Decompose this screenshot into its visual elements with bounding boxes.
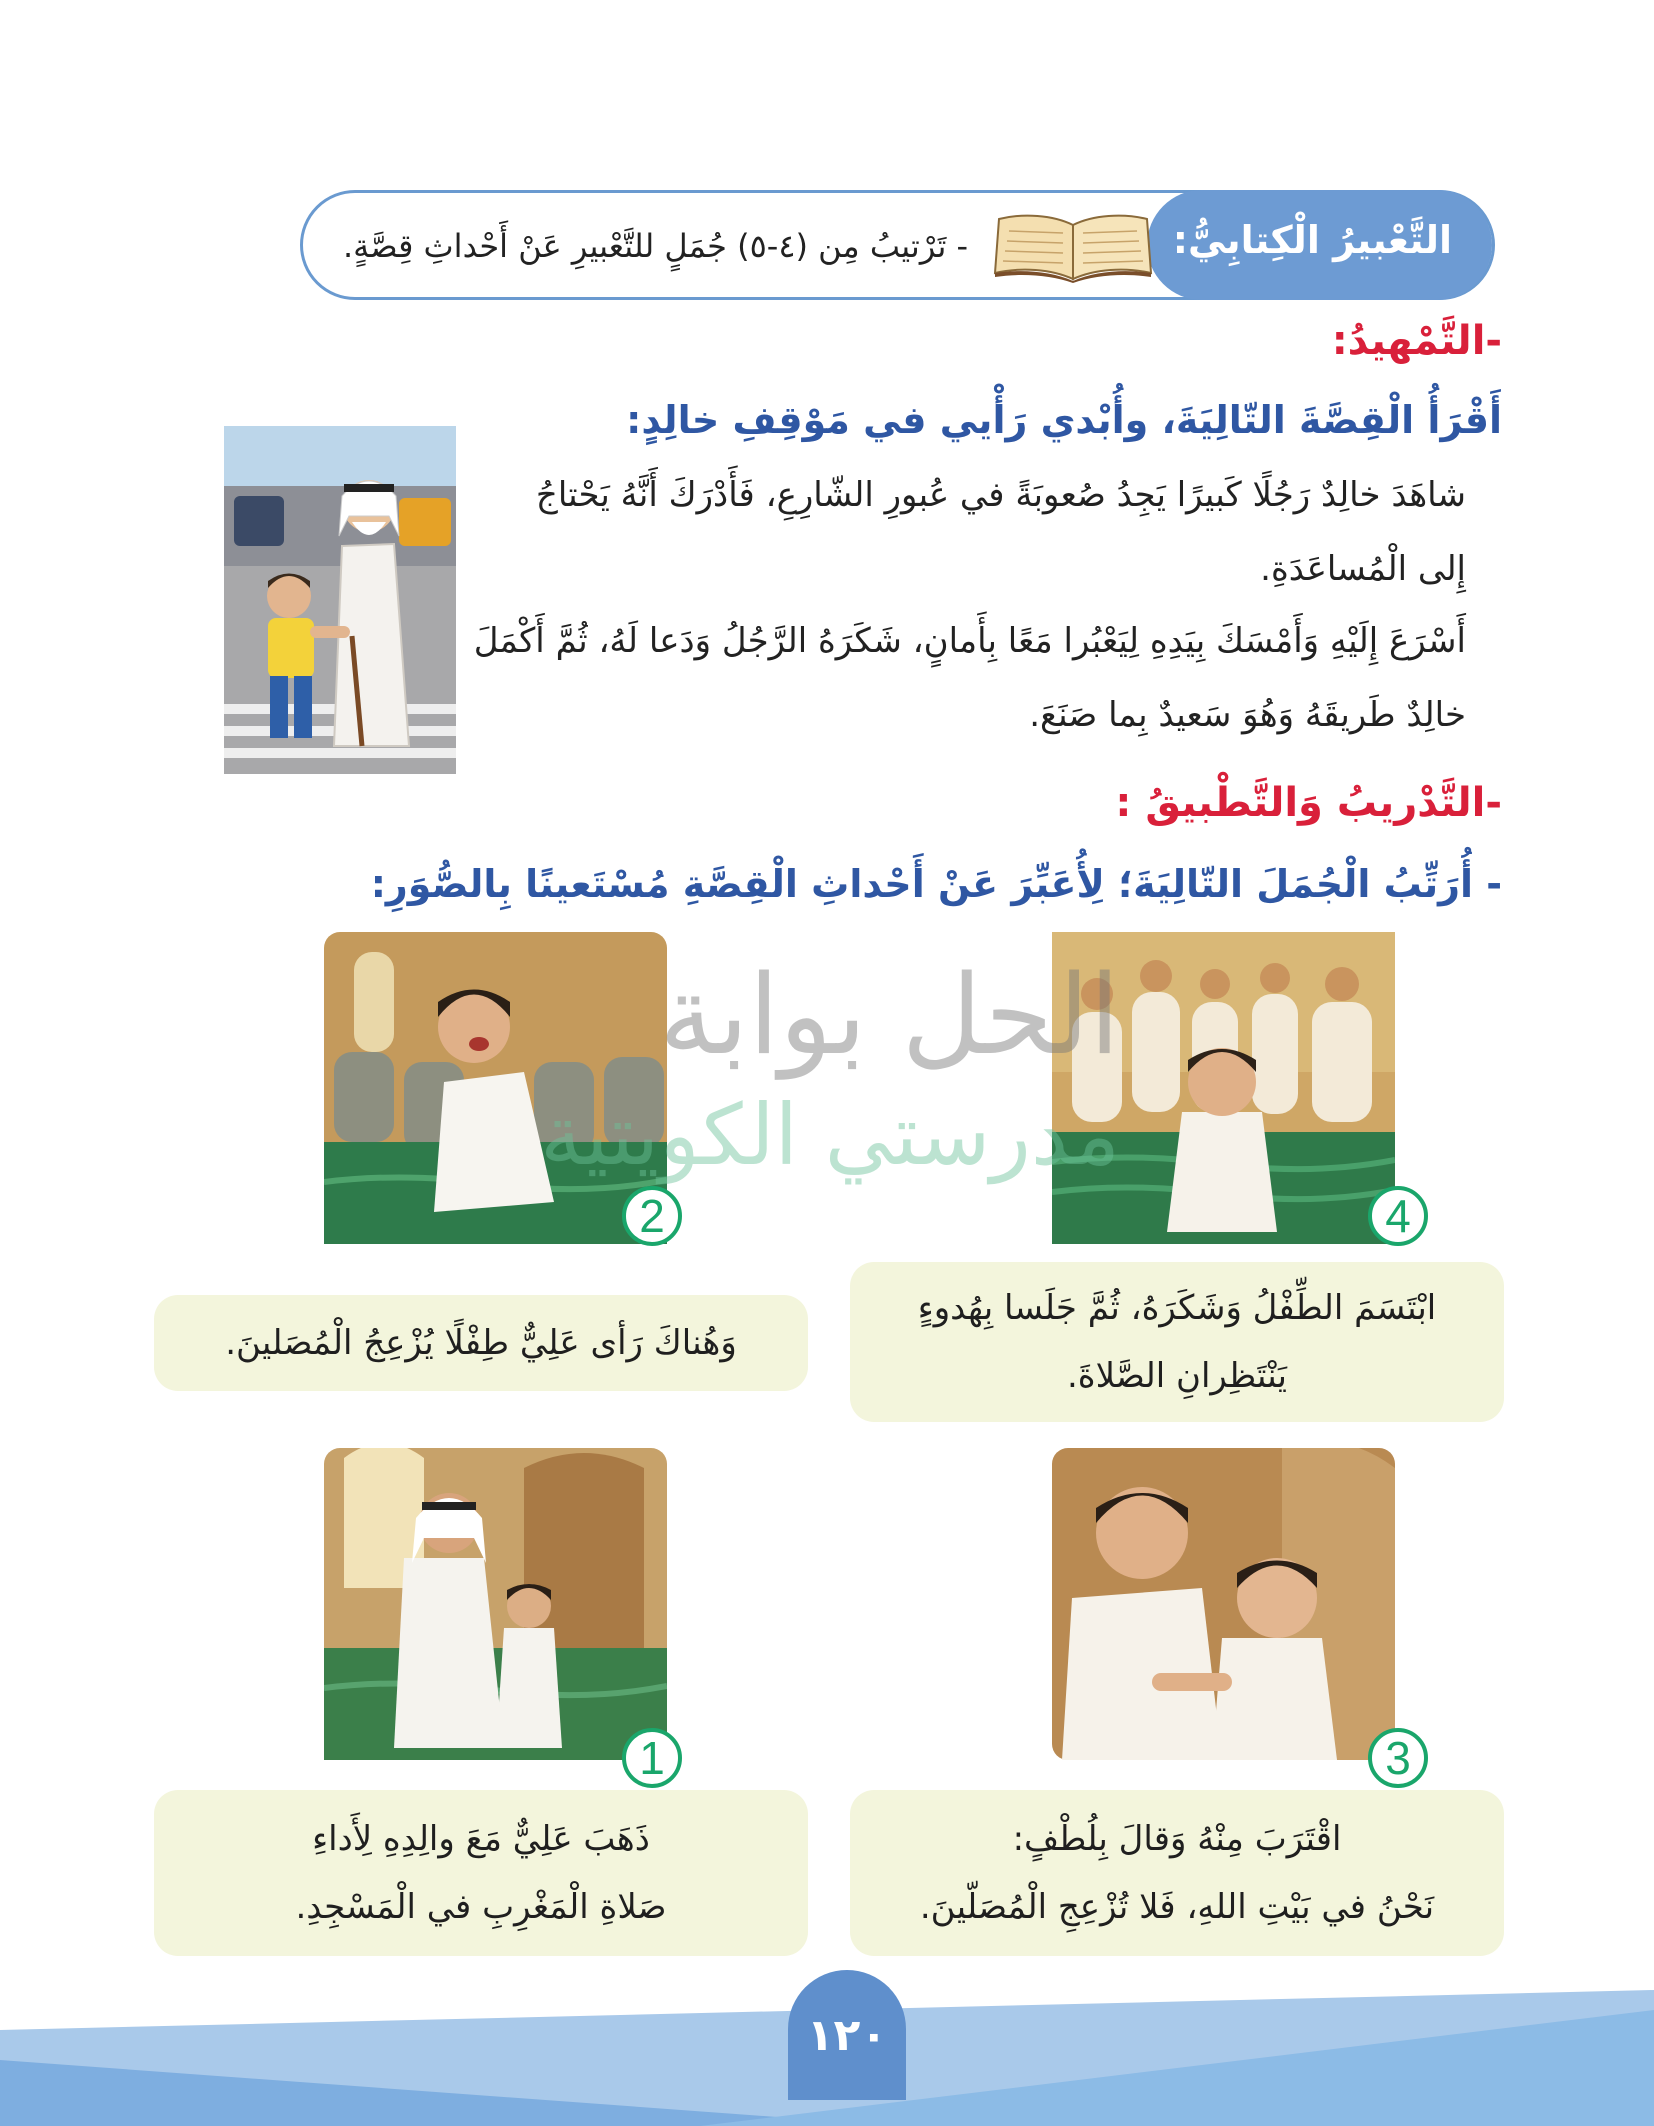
section-description: - تَرْتيبُ مِن (٤-٥) جُمَلٍ للتَّعْبيرِ عَنْ أَحْداثِ قِصَّةٍ. (343, 227, 969, 265)
story-line: إِلى الْمُساعَدَةِ. (1260, 549, 1466, 589)
story-line: شاهَدَ خالِدٌ رَجُلًا كَبيرًا يَجِدُ صُعوبَةً في عُبورِ الشّارِعِ، فَأَدْرَكَ أَنَّهُ يَحْتاجُ (535, 475, 1466, 515)
watermark (540, 950, 1120, 1220)
caption-line: نَحْنُ في بَيْتِ اللهِ، فَلا تُزْعِجِ الْمُصَلّينَ. (919, 1887, 1435, 1927)
caption-line: يَنْتَظِرانِ الصَّلاةَ. (1066, 1356, 1288, 1396)
panel-caption-3 (850, 1790, 1504, 1956)
panel-image-1 (324, 1448, 667, 1760)
story-line: أَسْرَعَ إِلَيْهِ وَأَمْسَكَ بِيَدِهِ لِيَعْبُرا مَعًا بِأَمانٍ، شَكَرَهُ الرَّجُلُ وَدَعا لَهُ، ثُمَّ أَكْمَلَ (473, 621, 1466, 661)
caption-line: ذَهَبَ عَلِيٌّ مَعَ والِدِهِ لِأَداءِ (312, 1819, 650, 1859)
caption-line: وَهُناكَ رَأى عَلِيٌّ طِفْلًا يُزْعِجُ الْمُصَلينَ. (225, 1323, 737, 1363)
panel-number-badge: 3 (1368, 1728, 1428, 1788)
panel-caption-1 (154, 1790, 808, 1956)
panel-number-badge: 1 (622, 1728, 682, 1788)
caption-line: ابْتَسَمَ الطِّفْلُ وَشَكَرَهُ، ثُمَّ جَلَسا بِهُدوءٍ (917, 1288, 1437, 1328)
page-number: ١٢٠ (788, 1970, 906, 2100)
open-book-icon (993, 211, 1153, 283)
caption-line: اقْتَرَبَ مِنْهُ وَقالَ بِلُطْفٍ: (1012, 1819, 1342, 1859)
story-paragraph-2 (466, 604, 1466, 752)
panel-number-badge: 2 (622, 1186, 682, 1246)
watermark-line: الحل بوابة (659, 951, 1120, 1079)
panel-number-badge: 4 (1368, 1186, 1428, 1246)
panel-caption-4 (850, 1262, 1504, 1422)
story-illustration (224, 426, 456, 774)
section-title: التَّعْبيرُ الْكِتابِيُّ: (1172, 218, 1452, 262)
banner-title-tab (1147, 190, 1492, 300)
panel-image-3 (1052, 1448, 1395, 1760)
intro-heading: -التَّمْهيدُ: (1331, 318, 1502, 364)
practice-heading: -التَّدْريبُ وَالتَّطْبيقُ : (1115, 780, 1502, 826)
story-paragraph-1 (466, 458, 1466, 606)
story-line: خالِدٌ طَريقَهُ وَهُوَ سَعيدٌ بِما صَنَعَ. (1029, 695, 1466, 735)
caption-line: صَلاةِ الْمَغْرِبِ في الْمَسْجِدِ. (295, 1887, 667, 1927)
section-banner (300, 190, 1495, 300)
intro-instruction: أَقْرَأُ الْقِصَّةَ التّالِيَةَ، وأُبْدي رَأْيي في مَوْقِفِ خالِدٍ: (626, 398, 1502, 442)
watermark-line: مدرستي الكويتية (540, 1086, 1120, 1184)
panel-caption-2 (154, 1295, 808, 1391)
practice-instruction: - أُرَتِّبُ الْجُمَلَ التّالِيَةَ؛ لِأُعَبِّرَ عَنْ أَحْداثِ الْقِصَّةِ مُسْتَعينًا بِالصُّوَرِ: (370, 862, 1502, 906)
